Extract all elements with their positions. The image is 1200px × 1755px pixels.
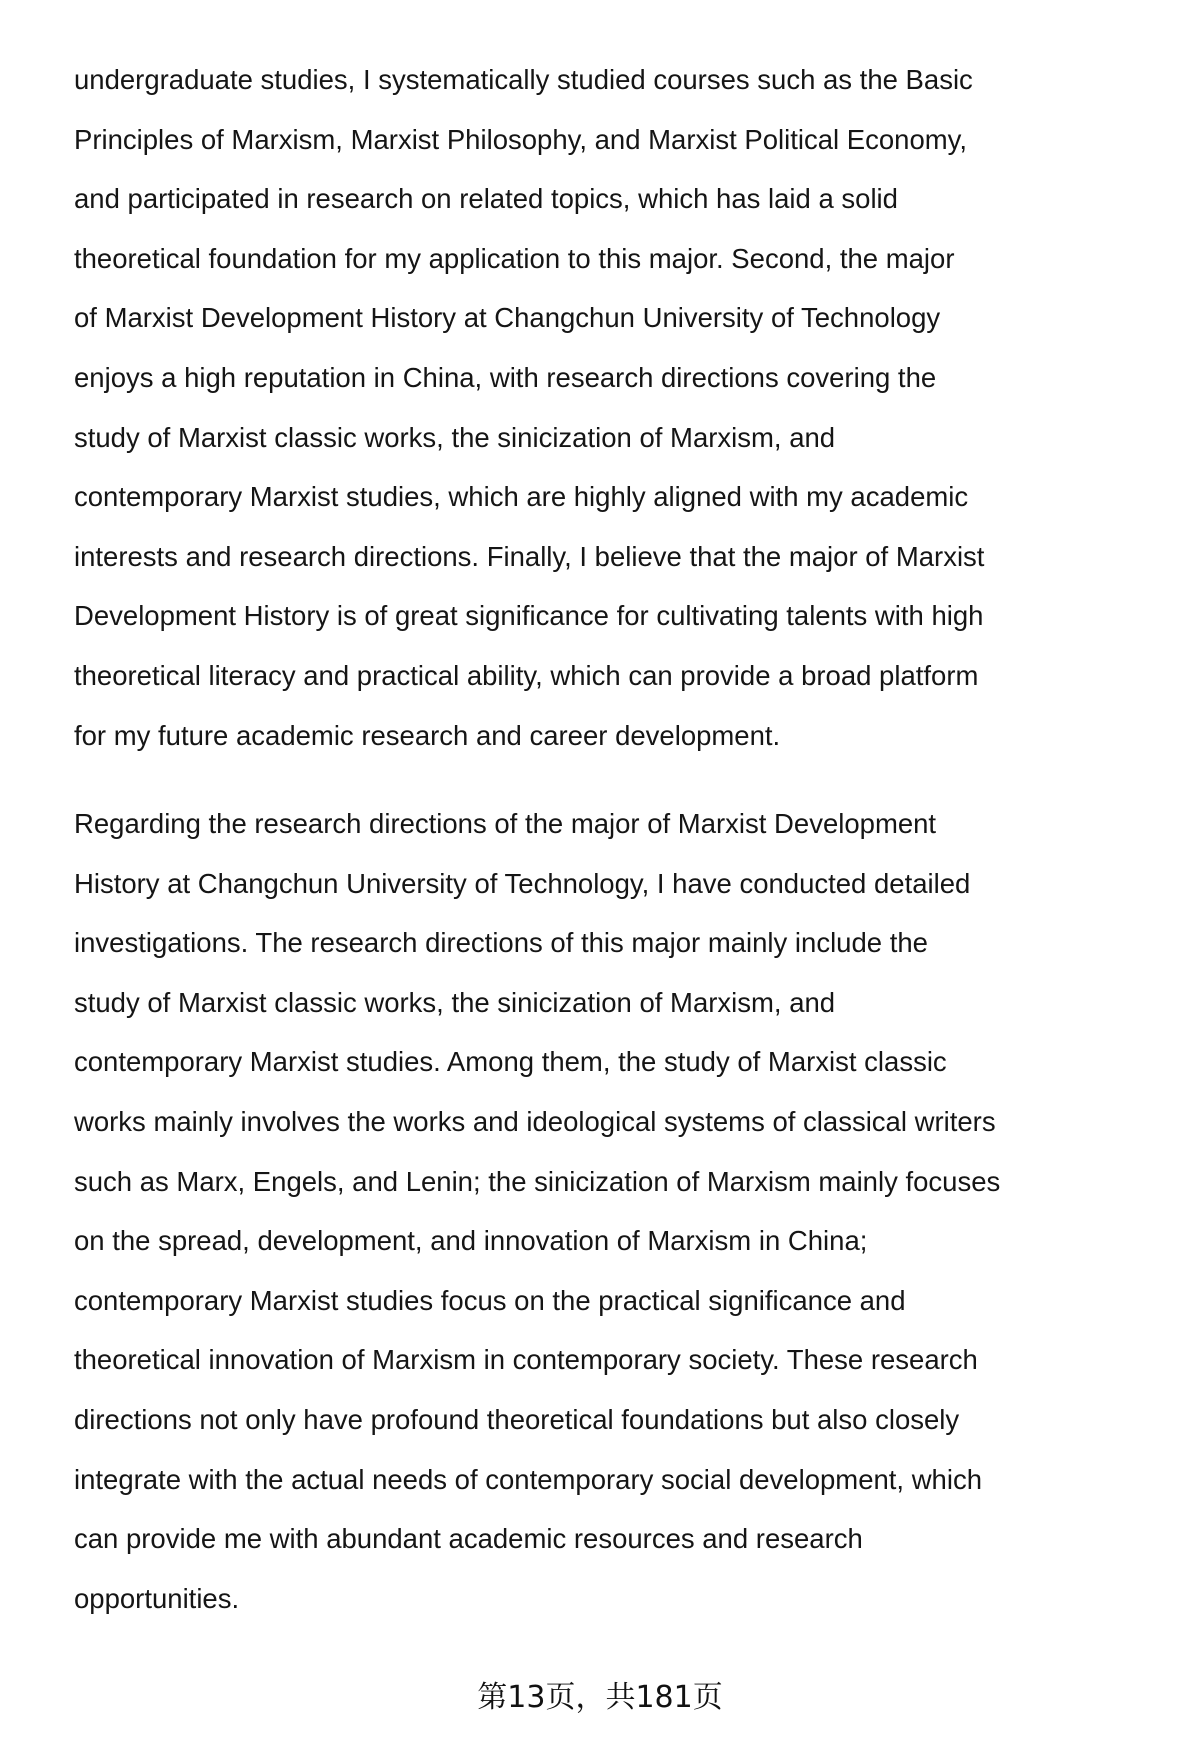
text-line: of Marxist Development History at Changchun University of Technology [74,302,941,334]
text-line: theoretical literacy and practical ability, which can provide a broad platform [74,659,979,691]
text-line: such as Marx, Engels, and Lenin; the sinicization of Marxism mainly focuses [74,1165,1001,1197]
text-line: theoretical innovation of Marxism in contemporary society. These research [74,1344,978,1376]
text-line: contemporary Marxist studies. Among them, the study of Marxist classic [74,1046,947,1078]
text-line: Regarding the research directions of the major of Marxist Development [74,808,937,839]
text-line: study of Marxist classic works, the sinicization of Marxism, and [74,421,836,453]
text-line: integrate with the actual needs of contemporary social development, which [74,1463,983,1495]
text-line: enjoys a high reputation in China, with research directions covering the [74,361,937,393]
page-number: 第13页，共181页 [477,1680,723,1715]
text-line: opportunities. [74,1582,240,1614]
paragraph-2 [74,794,1000,1628]
text-line: interests and research directions. Finally, I believe that the major of Marxist [74,540,985,572]
text-line: and participated in research on related topics, which has laid a solid [74,183,898,215]
text-line: contemporary Marxist studies, which are highly aligned with my academic [74,481,969,513]
text-line: theoretical foundation for my application to this major. Second, the major [74,242,955,274]
paragraph-1 [74,50,984,765]
text-line: Development History is of great significance for cultivating talents with high [74,600,984,632]
text-line: works mainly involves the works and ideological systems of classical writers [74,1105,996,1137]
text-line: for my future academic research and career development. [74,719,781,751]
text-line: contemporary Marxist studies focus on the practical significance and [74,1284,906,1316]
text-line: History at Changchun University of Technology, I have conducted detailed [74,867,971,899]
text-line: investigations. The research directions of this major mainly include the [74,927,928,959]
text-line: can provide me with abundant academic resources and research [74,1523,863,1555]
text-line: undergraduate studies, I systematically studied courses such as the Basic [74,64,973,95]
text-line: directions not only have profound theoretical foundations but also closely [74,1403,960,1435]
text-line: Principles of Marxism, Marxist Philosophy, and Marxist Political Economy, [74,123,968,155]
text-line: study of Marxist classic works, the sinicization of Marxism, and [74,986,836,1018]
text-line: on the spread, development, and innovation of Marxism in China; [74,1225,868,1257]
